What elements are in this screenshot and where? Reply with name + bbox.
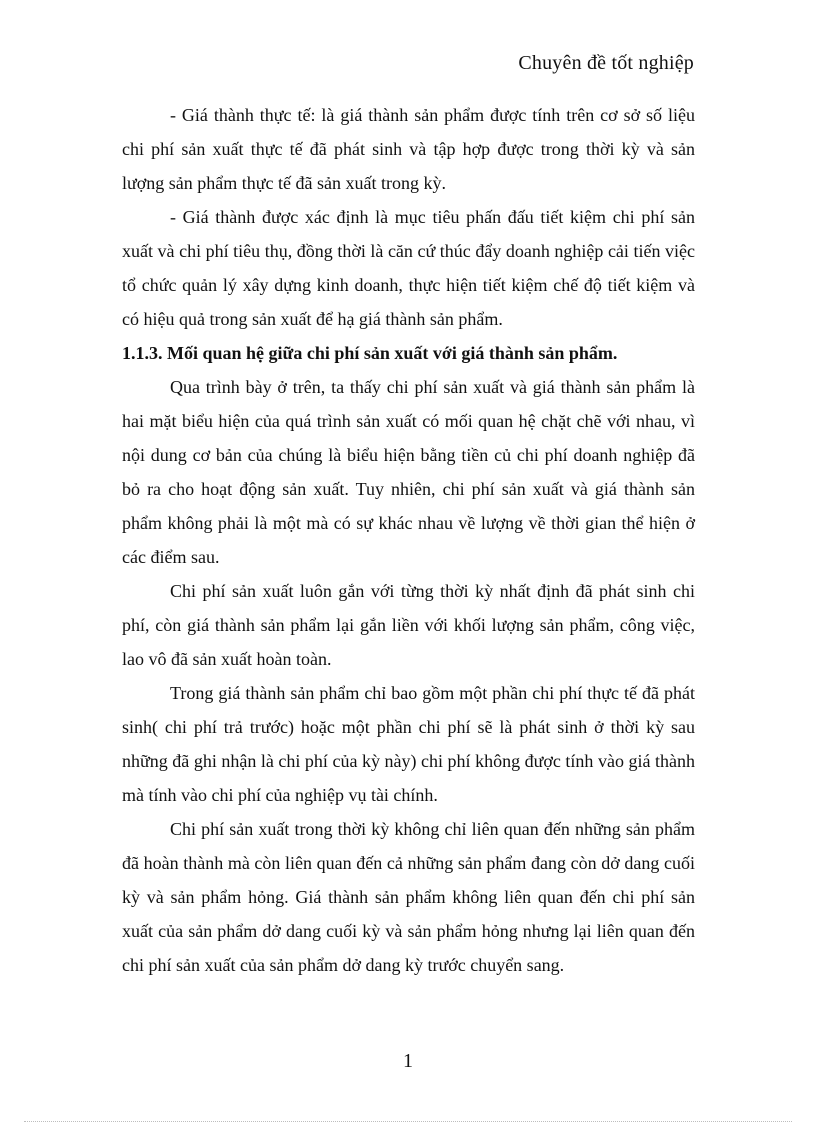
paragraph-actual-cost: - Giá thành thực tế: là giá thành sản phẩm được tính trên cơ sở số liệu chi phí sản xuất thực tế đã phát sinh và tập hợp được trong thời kỳ và sản lượng sản phẩm thực tế đã sản xuất trong kỳ. xyxy=(122,105,695,193)
running-header: Chuyên đề tốt nghiệp xyxy=(518,52,694,74)
paragraph-cost-components: Trong giá thành sản phẩm chỉ bao gồm một phần chi phí thực tế đã phát sinh( chi phí trả trước) hoặc một phần chi phí sẽ là phát sinh ở thời kỳ sau những đã ghi nhận là chi phí của kỳ này) chi phí không được tính vào giá thành mà tính vào chi phí của nghiệp vụ tài chính. xyxy=(122,683,695,805)
paragraph-period-cost: Chi phí sản xuất luôn gắn với từng thời kỳ nhất định đã phát sinh chi phí, còn giá thành sản phẩm lại gắn liền với khối lượng sản phẩm, công việc, lao vô đã sản xuất hoàn toàn. xyxy=(122,581,695,669)
paragraph-relationship: Qua trình bày ở trên, ta thấy chi phí sản xuất và giá thành sản phẩm là hai mặt biểu hiện của quá trình sản xuất có mối quan hệ chặt chẽ với nhau, vì nội dung cơ bản của chúng là biểu hiện bằng tiền củ chi phí doanh nghiệp đã bỏ ra cho hoạt động sản xuất. Tuy nhiên, chi phí sản xuất và giá thành sản phẩm không phải là một mà có sự khác nhau về lượng về thời gian thể hiện ở các điểm sau. xyxy=(122,377,695,567)
paragraph-wip-cost: Chi phí sản xuất trong thời kỳ không chỉ liên quan đến những sản phẩm đã hoàn thành mà còn liên quan đến cả những sản phẩm đang còn dở dang cuối kỳ và sản phẩm hỏng. Giá thành sản phẩm không liên quan đến chi phí sản xuất của sản phẩm dở dang cuối kỳ và sản phẩm hỏng nhưng lại liên quan đến chi phí sản xuất của sản phẩm dở dang kỳ trước chuyển sang. xyxy=(122,819,695,975)
section-heading: 1.1.3. Mối quan hệ giữa chi phí sản xuất với giá thành sản phẩm. xyxy=(122,343,618,363)
page-number: 1 xyxy=(403,1050,413,1072)
body-text xyxy=(122,98,695,982)
paragraph-cost-target: - Giá thành được xác định là mục tiêu phấn đấu tiết kiệm chi phí sản xuất và chi phí tiêu thụ, đồng thời là căn cứ thúc đẩy doanh nghiệp cải tiến việc tổ chức quản lý xây dựng kinh doanh, thực hiện tiết kiệm chế độ tiết kiệm và có hiệu quả trong sản xuất để hạ giá thành sản phẩm. xyxy=(122,207,695,329)
footer-divider xyxy=(24,1121,792,1122)
